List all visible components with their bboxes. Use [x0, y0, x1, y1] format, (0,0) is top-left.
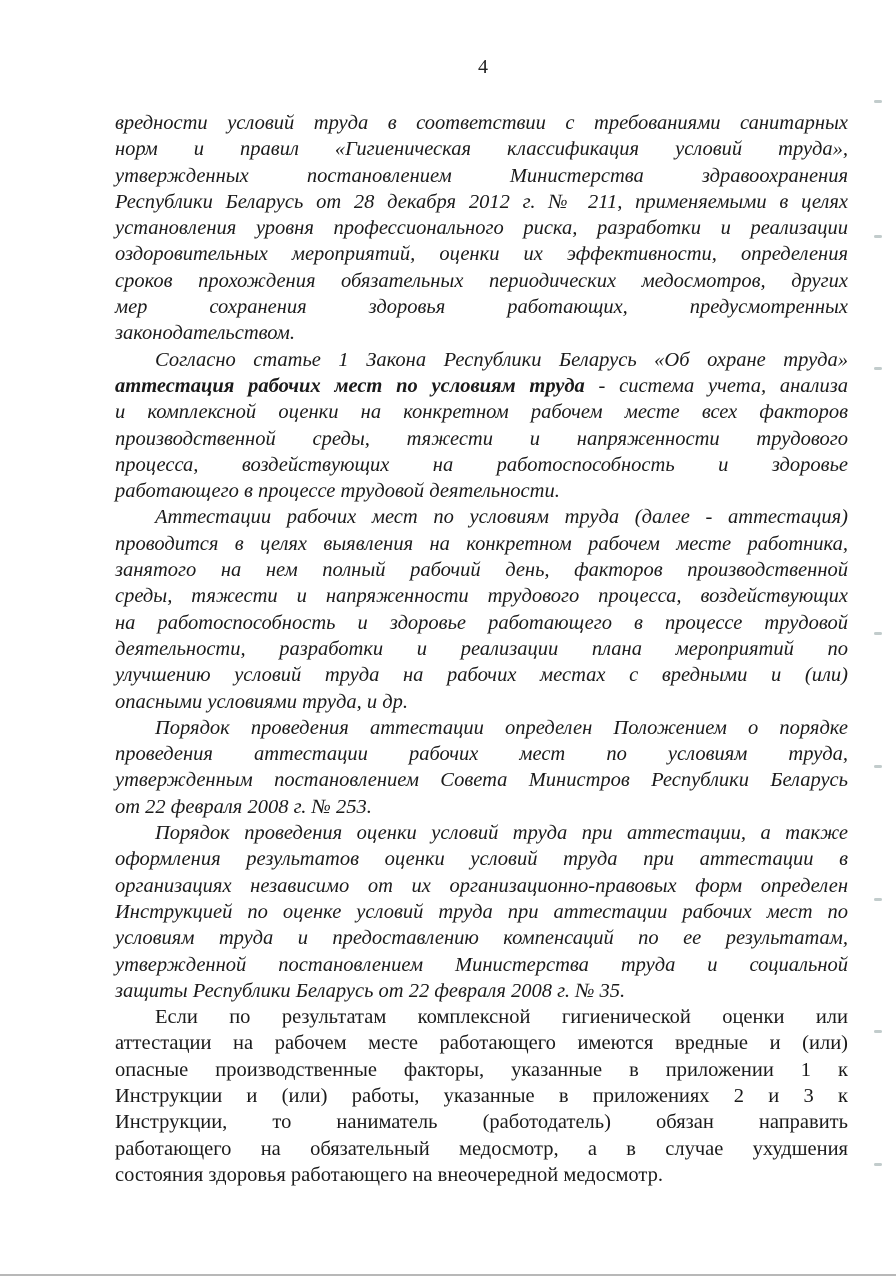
- text-line: [115, 399, 848, 425]
- paragraph: [115, 820, 848, 1004]
- line-text: утвержденной постановлением Министерства труда и социальной: [115, 953, 848, 976]
- line-text: оздоровительных мероприятий, оценки их эффективности, определения: [115, 243, 848, 266]
- line-text: Если по результатам комплексной гигиенической оценки или: [155, 1006, 848, 1029]
- line-text: норм и правил «Гигиеническая классификация условий труда»,: [115, 138, 848, 161]
- line-text: и комплексной оценки на конкретном рабочем месте всех факторов: [115, 401, 848, 424]
- text-line: [115, 741, 848, 767]
- line-text: опасными условиями труда, и др.: [115, 690, 408, 713]
- text-line: [115, 531, 848, 557]
- text-line: [115, 767, 848, 793]
- text-line: [115, 610, 848, 636]
- text-line: [115, 268, 848, 294]
- text-line: [115, 1136, 848, 1162]
- text-line: [115, 794, 848, 820]
- line-text: вредности условий труда в соответствии с требованиями санитарных: [115, 112, 848, 134]
- line-text: утвержденных постановлением Министерства здравоохранения: [115, 164, 848, 187]
- line-text: сроков прохождения обязательных периодических медосмотров, других: [115, 269, 848, 292]
- line-text: на работоспособность и здоровье работающего в процессе трудовой: [115, 611, 848, 634]
- line-text: деятельности, разработки и реализации плана мероприятий по: [115, 637, 848, 660]
- scan-artifact: [874, 1163, 882, 1166]
- line-text: проводится в целях выявления на конкретном рабочем месте работника,: [115, 532, 848, 555]
- paragraph: [115, 110, 848, 347]
- text-line: [115, 452, 848, 478]
- text-line: [115, 215, 848, 241]
- line-text: аттестации на рабочем месте работающего имеются вредные и (или): [115, 1032, 848, 1055]
- text-line: [115, 583, 848, 609]
- line-text: Согласно статье 1 Закона Республики Беларусь «Об охране труда»: [155, 348, 848, 371]
- text-line: [115, 504, 848, 530]
- text-line: [115, 557, 848, 583]
- line-text: утвержденным постановлением Совета Министров Республики Беларусь: [115, 769, 848, 792]
- line-text: оформления результатов оценки условий труда при аттестации в: [115, 848, 848, 871]
- page-edge: [0, 1274, 896, 1276]
- line-text: условиям труда и предоставлению компенсаций по ее результатам,: [115, 927, 848, 950]
- text-line: [115, 426, 848, 452]
- text-line: [115, 636, 848, 662]
- scan-artifact: [874, 765, 882, 768]
- text-line: [115, 873, 848, 899]
- line-text: проведения аттестации рабочих мест по условиям труда,: [115, 743, 848, 766]
- page-number: 4: [478, 56, 488, 78]
- line-text: Инструкции и (или) работы, указанные в приложениях 2 и 3 к: [115, 1084, 848, 1107]
- text-line: [115, 1057, 848, 1083]
- line-text: от 22 февраля 2008 г. № 253.: [115, 795, 372, 818]
- line-text: Порядок проведения оценки условий труда при аттестации, а также: [155, 822, 848, 845]
- scan-artifact: [874, 632, 882, 635]
- text-line: [115, 189, 848, 215]
- text-line: [115, 110, 848, 136]
- text-line: [115, 1162, 848, 1188]
- line-text: организациях независимо от их организационно-правовых форм определен: [115, 874, 848, 897]
- line-text: работающего в процессе трудовой деятельности.: [115, 480, 560, 503]
- defined-term: аттестация рабочих мест по условиям труда: [115, 374, 585, 397]
- line-text: состояния здоровья работающего на внеочередной медосмотр.: [115, 1163, 663, 1186]
- line-text: защиты Республики Беларусь от 22 февраля 2008 г. № 35.: [115, 979, 626, 1002]
- text-line: [115, 689, 848, 715]
- line-text: Инструкцией по оценке условий труда при аттестации рабочих мест по: [115, 900, 848, 923]
- line-text: улучшению условий труда на рабочих местах с вредными и (или): [115, 664, 848, 687]
- line-text: Аттестации рабочих мест по условиям труда (далее - аттестация): [155, 506, 848, 529]
- scan-artifact: [874, 898, 882, 901]
- text-line: [115, 478, 848, 504]
- line-text: установления уровня профессионального риска, разработки и реализации: [115, 217, 848, 240]
- text-line: [115, 952, 848, 978]
- scan-artifact: [874, 235, 882, 238]
- line-text: работающего на обязательный медосмотр, а в случае ухудшения: [115, 1137, 848, 1160]
- text-line: [115, 820, 848, 846]
- text-line: [115, 899, 848, 925]
- document-body: [115, 110, 848, 1188]
- text-line: [115, 163, 848, 189]
- line-text: производственной среды, тяжести и напряженности трудового: [115, 427, 848, 450]
- text-line: [115, 978, 848, 1004]
- line-text: Порядок проведения аттестации определен Положением о порядке: [155, 716, 848, 739]
- scan-artifact: [874, 100, 882, 103]
- paragraph: [115, 715, 848, 820]
- text-line: [115, 294, 848, 320]
- text-line: [115, 1109, 848, 1135]
- line-text: занятого на нем полный рабочий день, факторов производственной: [115, 559, 848, 582]
- line-text: Республики Беларусь от 28 декабря 2012 г. № 211, применяемыми в целях: [115, 190, 848, 213]
- text-line: [115, 925, 848, 951]
- text-line: [115, 320, 848, 346]
- scan-artifact: [874, 367, 882, 370]
- text-line: [115, 1083, 848, 1109]
- line-text: законодательством.: [115, 322, 295, 345]
- paragraph: [115, 1004, 848, 1188]
- line-text: среды, тяжести и напряженности трудового процесса, воздействующих: [115, 585, 848, 608]
- text-line: [115, 241, 848, 267]
- scan-artifact: [874, 1030, 882, 1033]
- text-line: [115, 347, 848, 373]
- text-line: [115, 715, 848, 741]
- line-text: процесса, воздействующих на работоспособность и здоровье: [115, 453, 848, 476]
- line-text: Инструкции, то наниматель (работодатель) обязан направить: [115, 1111, 848, 1134]
- text-line: [115, 1004, 848, 1030]
- text-line: [115, 846, 848, 872]
- text-line: [115, 662, 848, 688]
- text-line: [115, 1030, 848, 1056]
- line-text: опасные производственные факторы, указанные в приложении 1 к: [115, 1058, 848, 1081]
- text-line: [115, 373, 848, 399]
- text-line: [115, 136, 848, 162]
- line-text: мер сохранения здоровья работающих, предусмотренных: [115, 296, 848, 319]
- paragraph: [115, 347, 848, 505]
- paragraph: [115, 504, 848, 714]
- line-text: - система учета, анализа: [598, 374, 848, 397]
